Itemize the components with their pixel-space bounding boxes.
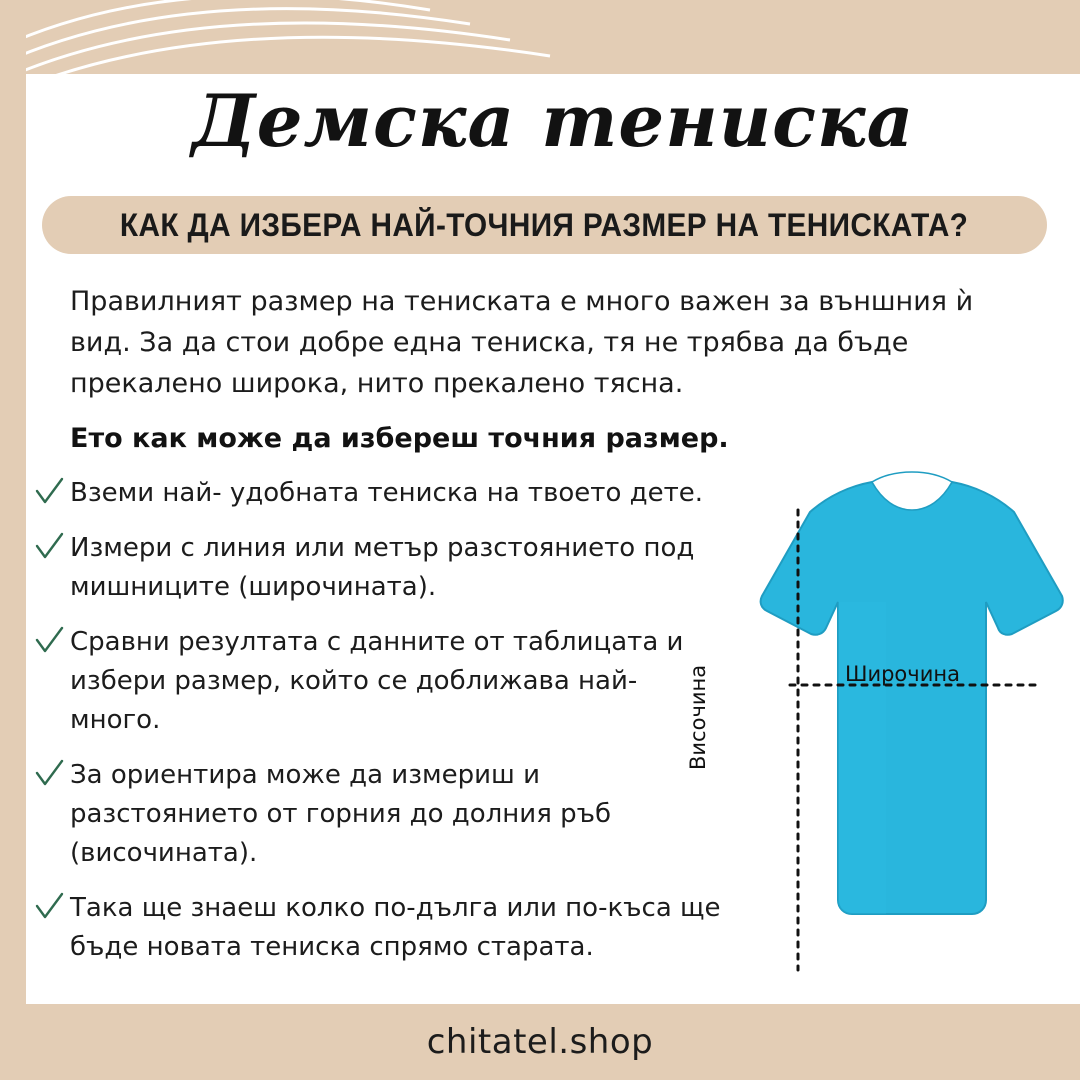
check-icon: [32, 531, 66, 565]
width-label: Широчина: [845, 662, 960, 686]
check-icon: [32, 476, 66, 510]
check-icon: [32, 758, 66, 792]
list-item: [32, 529, 722, 607]
list-item-text: Сравни резултата с данните от таблицата и избери размер, който се доближава най-много.: [70, 627, 684, 735]
height-label: Височина: [686, 664, 710, 770]
footer-website: chitatel.shop: [426, 1022, 654, 1062]
intro-bold-line: Ето как може да избереш точния размер.: [70, 423, 729, 454]
footer-bar: [0, 1004, 1080, 1080]
subtitle-banner: [42, 196, 1047, 254]
intro-paragraph: Правилният размер на тениската е много важен за външния ѝ вид. За да стои добре една тениска, тя не трябва да бъде прекалено широка, нито прекалено тясна.: [70, 286, 974, 399]
list-item: [32, 474, 722, 513]
top-decorative-band: [0, 0, 1080, 74]
list-item: [32, 756, 722, 873]
check-icon: [32, 891, 66, 925]
page-title: Демска тениска: [191, 78, 915, 163]
list-item-text: Така ще знаеш колко по-дълга или по-къса ще бъде новата тениска спрямо старата.: [70, 893, 721, 962]
list-item: [32, 623, 722, 740]
tshirt-graphic: [690, 470, 1080, 990]
list-item-text: За ориентира може да измериш и разстоянието от горния до долния ръб (височината).: [70, 760, 612, 868]
left-accent-bar: [0, 0, 26, 1080]
tshirt-illustration: [686, 470, 1080, 990]
subtitle-text: КАК ДА ИЗБЕРА НАЙ-ТОЧНИЯ РАЗМЕР НА ТЕНИСКАТА?: [120, 206, 969, 243]
check-icon: [32, 625, 66, 659]
list-item-text: Измери с линия или метър разстоянието под мишниците (широчината).: [70, 533, 695, 602]
list-item: [32, 889, 722, 967]
list-item-text: Вземи най- удобната тениска на твоето дете.: [70, 478, 703, 508]
arc-lines-decoration: [0, 0, 1080, 74]
checklist: [32, 474, 722, 983]
